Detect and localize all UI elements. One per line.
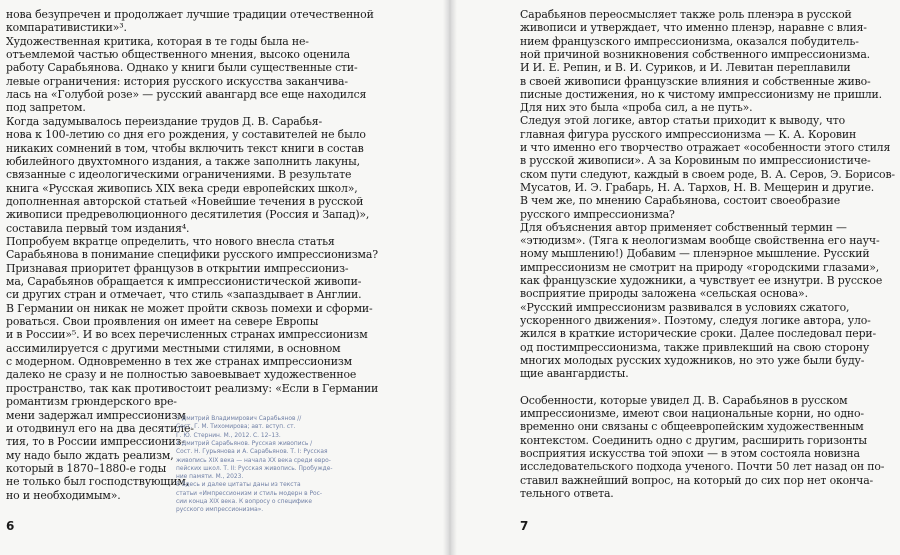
- text-line: Для объяснения автор применяет собственный термин —: [520, 220, 847, 234]
- text-line: «Русский импрессионизм развивался в условиях сжатого,: [520, 300, 850, 314]
- footnote-line: пейских школ. Т. II: Русская живопись. Пробужде-: [176, 465, 333, 472]
- text-line: исследовательского подхода ученого. Почти 50 лет назад он по-: [520, 460, 885, 474]
- text-line: пространство, так как противостоит реализму: «Если в Германии: [6, 381, 379, 395]
- footnote-line: Г. Ю. Стернин. М., 2012. С. 12–13.: [176, 432, 281, 439]
- text-line: связанные с идеологическими ограничениями. В результате: [6, 168, 352, 182]
- text-line: нова безупречен и продолжает лучшие традиции отечественной: [6, 8, 374, 21]
- text-line: ском пути следуют, каждый в своем роде, В. А. Серов, Э. Борисов-: [520, 167, 895, 181]
- text-line: тельного ответа.: [520, 486, 614, 500]
- text-line: и отодвинул его на два десятиле-: [6, 421, 194, 435]
- text-line: контекстом. Соединить одно с другим, расширить горизонты: [520, 433, 867, 447]
- text-line: юбилейного двухтомного издания, а также заполнить лакуны,: [6, 154, 360, 168]
- text-line: Сарабьянова в понимание специфики русского импрессионизма?: [6, 248, 378, 262]
- text-line: роваться. Свои проявления он имеет на севере Европы: [6, 315, 319, 329]
- text-line: ставил важнейший вопрос, на который до сих пор нет оконча-: [520, 473, 874, 487]
- text-line: Для них это была «проба сил, а не путь».: [520, 101, 753, 115]
- text-line: Сарабьянов переосмысляет также роль пленэра в русской: [520, 8, 852, 21]
- text-line: восприятия искусства той эпохи — в этом состояла новизна: [520, 446, 860, 460]
- text-line: му надо было ждать реализм,: [6, 448, 174, 462]
- text-line: нова к 100-летию со дня его рождения, у составителей не было: [6, 128, 366, 142]
- text-line: далеко не сразу и не полностью завоевывает художественное: [6, 368, 357, 382]
- footnote-line: 4 Дмитрий Сарабьянов. Русская живопись /: [176, 440, 313, 447]
- footnote-line: статьи «Импрессионизм и стиль модерн в Рос-: [176, 490, 322, 497]
- text-line: «этюдизм». (Тяга к неологизмам вообще свойственна его науч-: [520, 234, 880, 248]
- text-line: лась на «Голубой розе» — русский авангард все еще находился: [6, 88, 367, 102]
- right-page: [451, 0, 900, 555]
- text-line: ассимилируется с другими местными стилями, в основном: [6, 341, 341, 355]
- text-line: ному мышлению!) Добавим — пленэрное мышление. Русский: [520, 247, 870, 261]
- text-line: с модерном. Одновременно в тех же странах импрессионизм: [6, 355, 353, 369]
- text-line: В Германии он никак не может пройти сквозь помехи и сформи-: [6, 301, 373, 315]
- text-line: ма, Сарабьянов обращается к импрессионистической живопи-: [6, 275, 362, 288]
- text-line: не только был господствующим,: [6, 475, 190, 489]
- text-line: ускоренного движения». Поэтому, следуя логике автора, уло-: [520, 313, 871, 327]
- text-line: книга «Русская живопись XIX века среди европейских школ»,: [6, 181, 358, 195]
- page-number-right: 7: [520, 519, 529, 533]
- text-line: щие авангардисты.: [520, 367, 629, 381]
- text-line: В чем же, по мнению Сарабьянова, состоит своеобразие: [520, 194, 841, 208]
- text-line: тия, то в России импрессиониз-: [6, 435, 185, 449]
- text-line: мени задержал импрессионизм: [6, 408, 186, 422]
- text-line: в русской живописи». А за Коровиным по импрессионистиче-: [520, 154, 871, 168]
- text-line: который в 1870–1880-е годы: [6, 461, 167, 475]
- footnote-line: 5 Здесь и далее цитаты даны из текста: [176, 482, 301, 489]
- text-line: временно они связаны с общеевропейским художественным: [520, 420, 864, 434]
- text-line: жился в краткие исторические сроки. Далее последовал пери-: [520, 327, 877, 341]
- text-line: импрессионизм не смотрит на природу «городскими глазами»,: [520, 260, 880, 274]
- text-line: левые ограничения: история русского искусства заканчива-: [6, 74, 348, 88]
- text-line: живописи предреволюционного десятилетия (Россия и Запад)»,: [6, 208, 370, 222]
- text-line: работу Сарабьянова. Однако у книги были существенные сти-: [6, 61, 358, 75]
- text-line: компаративистики»³.: [6, 21, 127, 35]
- text-line: нием французского импрессионизма, оказался побудитель-: [520, 34, 859, 48]
- text-line: как французские художники, а чувствует ее изнутри. В русское: [520, 274, 883, 287]
- text-line: Когда задумывалось переиздание трудов Д. В. Сарабья-: [6, 114, 323, 128]
- text-line: Мусатов, И. Э. Грабарь, Н. А. Тархов, Н. В. Мещерин и другие.: [520, 180, 875, 194]
- text-line: но и необходимым».: [6, 488, 121, 502]
- text-line: многих молодых русских художников, но это уже были буду-: [520, 353, 865, 367]
- text-line: в своей живописи французские влияния и собственные живо-: [520, 74, 871, 88]
- footnote-line: Сост. Г. М. Тихомирова; авт. вступ. ст.: [176, 424, 296, 431]
- text-line: Признавая приоритет французов в открытии импрессиониз-: [6, 261, 349, 275]
- footnote-line: 3 Дмитрий Владимирович Сарабьянов //: [176, 416, 302, 422]
- text-line: импрессионизме, имеют свои национальные корни, но одно-: [520, 407, 864, 420]
- text-line: и в России»⁵. И во всех перечисленных странах импрессионизм: [6, 328, 368, 342]
- text-line: живописи и утверждает, что именно пленэр, наравне с влия-: [520, 21, 867, 35]
- text-line: Художественная критика, которая в те годы была не-: [6, 34, 309, 48]
- text-line: восприятие природы заложена «сельская основа».: [520, 287, 808, 301]
- text-line: под запретом.: [6, 101, 86, 115]
- text-line: русского импрессионизма?: [520, 207, 675, 221]
- text-line: од постимпрессионизма, также привлекший на свою сторону: [520, 340, 870, 354]
- text-line: составила первый том издания⁴.: [6, 221, 190, 235]
- text-line: никаких сомнений в том, чтобы включить текст книги в состав: [6, 141, 364, 155]
- book-gutter: [443, 0, 457, 555]
- text-line: главная фигура русского импрессионизма — К. А. Коровин: [520, 127, 857, 141]
- text-line: си других стран и отмечает, что стиль «запаздывает в Англии.: [6, 288, 362, 302]
- page-number-left: 6: [6, 519, 15, 533]
- text-line: И И. Е. Репин, и В. И. Суриков, и И. Левитан переплавили: [520, 61, 851, 75]
- text-line: ной причиной возникновения собственного импрессионизма.: [520, 47, 870, 61]
- footnote-line: Сост. Н. Гурьянова и А. Сарабьянов. Т. I: Русская: [176, 449, 328, 456]
- text-line: дополненная авторской статьей «Новейшие течения в русской: [6, 194, 364, 208]
- text-line: романтизм грюндерского вре-: [6, 395, 177, 409]
- left-page: [0, 0, 449, 555]
- footnote-line: ние памяти. М., 2023.: [176, 474, 244, 481]
- text-line: Особенности, которые увидел Д. В. Сарабьянов в русском: [520, 393, 848, 407]
- footnote-line: сии конца XIX века. К вопросу о специфике: [176, 499, 312, 505]
- text-line: Попробуем вкратце определить, что нового внесла статья: [6, 234, 335, 248]
- footnote-line: русского импрессионизма».: [176, 507, 264, 514]
- text-line: отъемлемой частью общественного мнения, высоко оценила: [6, 48, 351, 62]
- text-line: и что именно его творчество отражает «особенности этого стиля: [520, 141, 891, 154]
- text-line: писные достижения, но к чистому импрессионизму не пришли.: [520, 87, 882, 101]
- footnote-line: живопись XIX века — начала XX века среди евро-: [176, 457, 331, 464]
- text-line: Следуя этой логике, автор статьи приходит к выводу, что: [520, 114, 846, 128]
